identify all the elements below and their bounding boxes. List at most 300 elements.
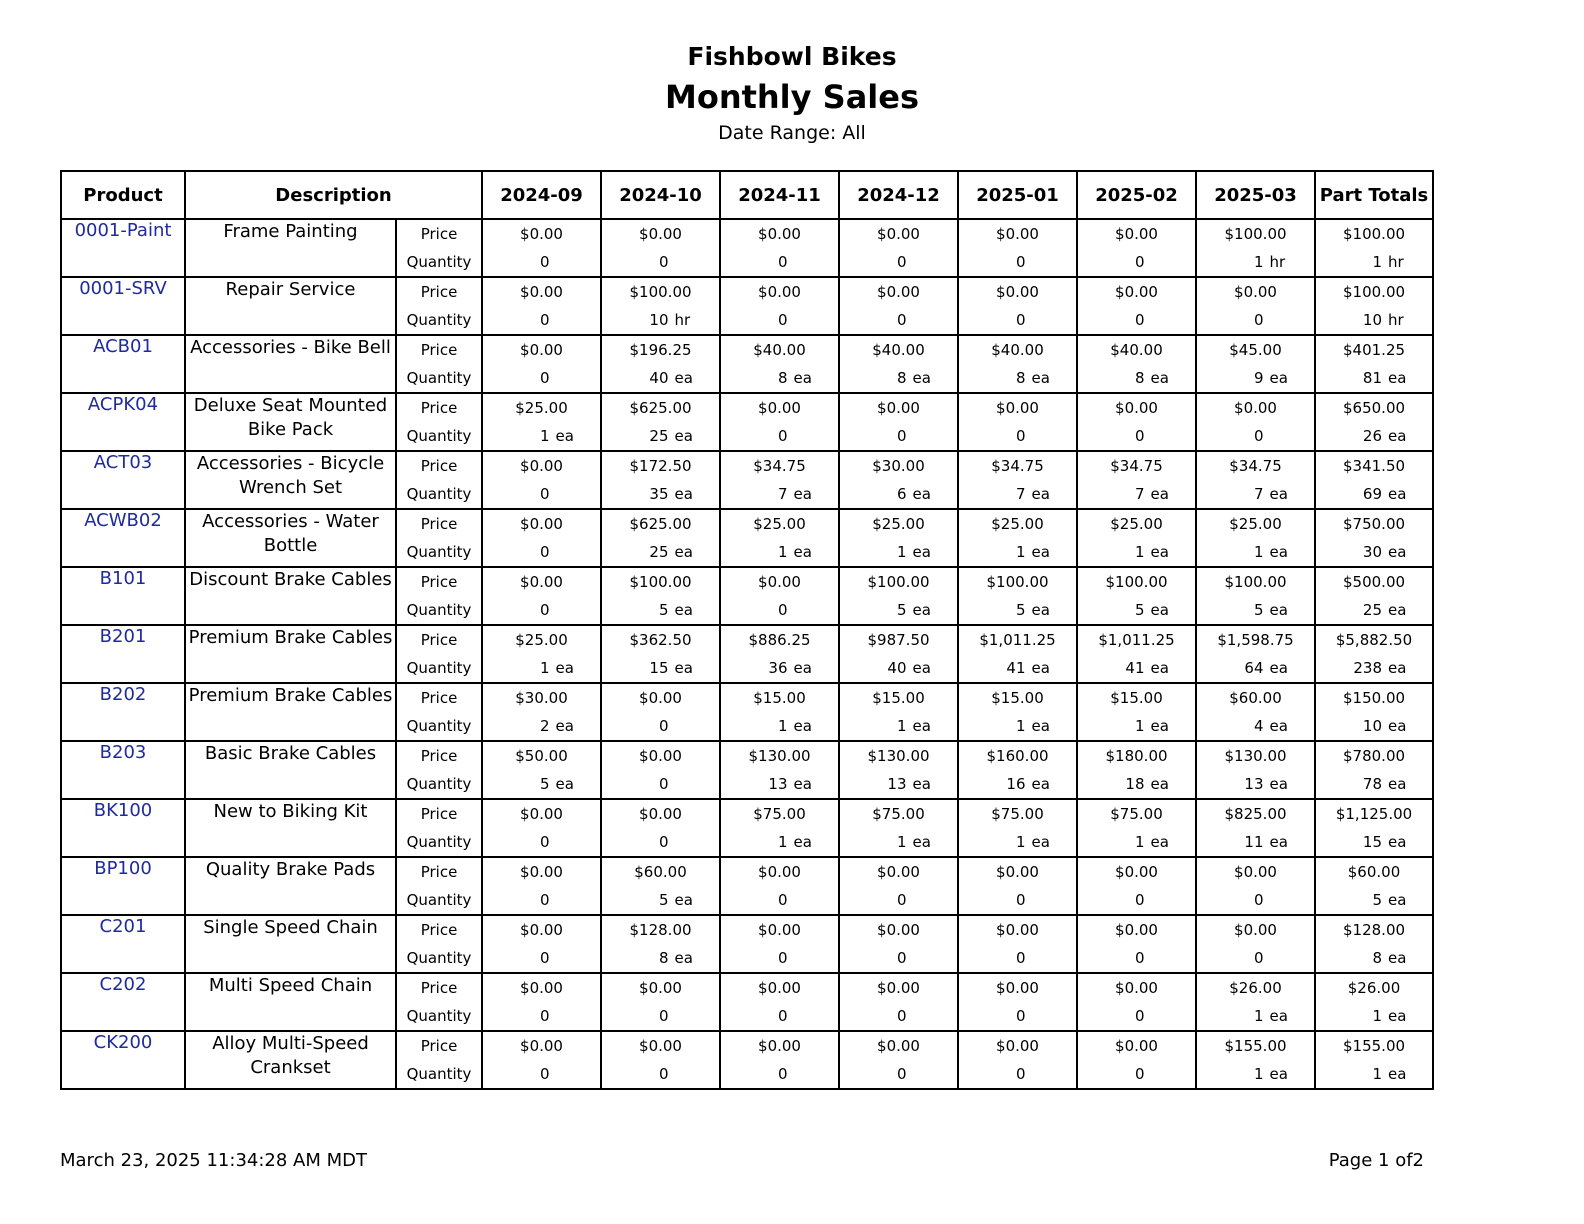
header-description: Description: [185, 171, 482, 219]
product-description: Alloy Multi-Speed Crankset: [185, 1031, 396, 1089]
price-cell: $0.00: [1077, 1031, 1196, 1060]
quantity-number: 1: [1015, 543, 1026, 561]
price-cell: $0.00: [839, 915, 958, 944]
quantity-number: 1: [777, 833, 788, 851]
quantity-unit: ea: [1269, 369, 1288, 387]
price-cell: $0.00: [958, 277, 1077, 306]
product-code-link[interactable]: ACB01: [61, 335, 185, 393]
quantity-unit: ea: [793, 543, 812, 561]
quantity-unit: ea: [1388, 717, 1407, 735]
report-timestamp: March 23, 2025 11:34:28 AM MDT: [60, 1150, 367, 1171]
quantity-value: [744, 369, 816, 387]
quantity-number: 1: [1372, 1007, 1383, 1025]
quantity-value: [1338, 601, 1410, 619]
quantity-number: 13: [768, 775, 788, 793]
quantity-value: [1338, 369, 1410, 387]
product-description: Multi Speed Chain: [185, 973, 396, 1031]
quantity-number: 15: [1362, 833, 1383, 851]
quantity-value: [1220, 1065, 1292, 1083]
quantity-cell: [839, 654, 958, 683]
product-code-link[interactable]: B201: [61, 625, 185, 683]
quantity-cell: [720, 364, 839, 393]
quantity-value: [1220, 1007, 1292, 1025]
quantity-number: 5: [539, 775, 550, 793]
quantity-value: [506, 311, 578, 329]
price-cell: $34.75: [958, 451, 1077, 480]
quantity-number: 69: [1362, 485, 1383, 503]
quantity-unit: ea: [1388, 427, 1407, 445]
quantity-unit: ea: [1031, 659, 1050, 677]
quantity-number: 64: [1244, 659, 1264, 677]
quantity-value: [744, 543, 816, 561]
quantity-number: 0: [539, 311, 550, 329]
sales-table: [60, 170, 1434, 1090]
quantity-value: [1338, 949, 1410, 967]
table-row: [61, 799, 1433, 828]
quantity-value: [625, 543, 697, 561]
quantity-number: 0: [1253, 427, 1264, 445]
price-total-cell: $750.00: [1315, 509, 1433, 538]
price-cell: $0.00: [482, 799, 601, 828]
quantity-value: [625, 949, 697, 967]
quantity-cell: [839, 480, 958, 509]
price-cell: $0.00: [482, 857, 601, 886]
quantity-unit: ea: [1388, 891, 1407, 909]
quantity-cell: [958, 248, 1077, 277]
quantity-unit: hr: [1269, 253, 1286, 271]
quantity-cell: [1077, 422, 1196, 451]
quantity-unit: ea: [912, 543, 931, 561]
product-description: Quality Brake Pads: [185, 857, 396, 915]
quantity-number: 0: [658, 1065, 669, 1083]
quantity-number: 36: [768, 659, 788, 677]
quantity-cell: [958, 886, 1077, 915]
table-row: [61, 567, 1433, 596]
price-label: Price: [396, 451, 482, 480]
quantity-unit: ea: [1388, 949, 1407, 967]
quantity-label: Quantity: [396, 306, 482, 335]
quantity-unit: ea: [1388, 485, 1407, 503]
quantity-cell: [601, 886, 720, 915]
quantity-value: [863, 601, 935, 619]
quantity-cell: [601, 248, 720, 277]
quantity-number: 8: [896, 369, 907, 387]
table-row: [61, 219, 1433, 248]
quantity-value: [982, 311, 1054, 329]
price-cell: $34.75: [1077, 451, 1196, 480]
quantity-number: 1: [1015, 717, 1026, 735]
quantity-unit: ea: [793, 717, 812, 735]
header-month: 2025-01: [958, 171, 1077, 219]
quantity-value: [625, 717, 697, 735]
quantity-value: [1220, 253, 1292, 271]
product-description: Deluxe Seat Mounted Bike Pack: [185, 393, 396, 451]
quantity-value: [1101, 1065, 1173, 1083]
quantity-value: [744, 1007, 816, 1025]
quantity-value: [863, 253, 935, 271]
price-cell: $0.00: [720, 915, 839, 944]
header-month: 2025-02: [1077, 171, 1196, 219]
price-label: Price: [396, 219, 482, 248]
header-month: 2024-10: [601, 171, 720, 219]
quantity-number: 7: [1015, 485, 1026, 503]
product-code-link[interactable]: 0001-Paint: [61, 219, 185, 277]
product-code-link[interactable]: BK100: [61, 799, 185, 857]
quantity-number: 1: [777, 543, 788, 561]
quantity-cell: [958, 712, 1077, 741]
quantity-unit: ea: [1031, 543, 1050, 561]
quantity-number: 9: [1253, 369, 1264, 387]
quantity-number: 0: [1134, 253, 1145, 271]
header-product: Product: [61, 171, 185, 219]
quantity-number: 10: [1362, 717, 1383, 735]
quantity-cell: [601, 306, 720, 335]
price-cell: $0.00: [958, 1031, 1077, 1060]
price-cell: $60.00: [601, 857, 720, 886]
product-code-link[interactable]: BP100: [61, 857, 185, 915]
price-cell: $0.00: [482, 451, 601, 480]
price-cell: $25.00: [1196, 509, 1315, 538]
quantity-value: [982, 543, 1054, 561]
quantity-number: 0: [658, 775, 669, 793]
quantity-cell: [1077, 306, 1196, 335]
quantity-value: [506, 1065, 578, 1083]
quantity-cell: [482, 828, 601, 857]
price-cell: $75.00: [720, 799, 839, 828]
quantity-cell: [1196, 1002, 1315, 1031]
quantity-cell: [720, 770, 839, 799]
price-cell: $0.00: [482, 567, 601, 596]
quantity-cell: [1196, 770, 1315, 799]
quantity-value: [982, 369, 1054, 387]
quantity-value: [1220, 717, 1292, 735]
table-row: [61, 1031, 1433, 1060]
quantity-value: [1101, 1007, 1173, 1025]
table-row: [61, 683, 1433, 712]
quantity-number: 0: [1015, 1007, 1026, 1025]
quantity-value: [982, 659, 1054, 677]
price-cell: $0.00: [720, 1031, 839, 1060]
quantity-cell: [1196, 306, 1315, 335]
quantity-number: 13: [1244, 775, 1264, 793]
quantity-label: Quantity: [396, 364, 482, 393]
quantity-cell: [839, 1002, 958, 1031]
product-code-link[interactable]: CK200: [61, 1031, 185, 1089]
quantity-cell: [720, 306, 839, 335]
price-cell: $0.00: [482, 277, 601, 306]
price-cell: $825.00: [1196, 799, 1315, 828]
quantity-cell: [482, 480, 601, 509]
quantity-cell: [1196, 712, 1315, 741]
quantity-number: 0: [1015, 949, 1026, 967]
quantity-cell: [720, 828, 839, 857]
quantity-cell: [839, 1060, 958, 1089]
quantity-value: [506, 1007, 578, 1025]
price-cell: $30.00: [839, 451, 958, 480]
quantity-unit: ea: [912, 833, 931, 851]
quantity-cell: [601, 1002, 720, 1031]
quantity-number: 238: [1353, 659, 1383, 677]
quantity-number: 15: [649, 659, 669, 677]
quantity-value: [1220, 543, 1292, 561]
quantity-unit: ea: [912, 775, 931, 793]
price-cell: $0.00: [958, 973, 1077, 1002]
quantity-unit: ea: [912, 369, 931, 387]
quantity-value: [1101, 659, 1173, 677]
header-month: 2024-12: [839, 171, 958, 219]
quantity-cell: [601, 364, 720, 393]
price-cell: $0.00: [1196, 857, 1315, 886]
quantity-number: 0: [896, 427, 907, 445]
table-row: [61, 973, 1433, 1002]
quantity-unit: ea: [1269, 1007, 1288, 1025]
quantity-number: 11: [1244, 833, 1264, 851]
price-cell: $100.00: [601, 277, 720, 306]
quantity-unit: ea: [555, 775, 574, 793]
quantity-value: [506, 543, 578, 561]
quantity-number: 1: [1372, 253, 1383, 271]
quantity-value: [863, 949, 935, 967]
quantity-value: [982, 775, 1054, 793]
quantity-label: Quantity: [396, 422, 482, 451]
quantity-number: 1: [1253, 1065, 1264, 1083]
quantity-unit: ea: [1031, 601, 1050, 619]
quantity-number: 0: [1134, 891, 1145, 909]
product-description: Basic Brake Cables: [185, 741, 396, 799]
quantity-number: 25: [649, 543, 669, 561]
quantity-number: 0: [539, 1007, 550, 1025]
price-cell: $45.00: [1196, 335, 1315, 364]
quantity-unit: ea: [793, 485, 812, 503]
quantity-unit: ea: [1269, 485, 1288, 503]
price-label: Price: [396, 683, 482, 712]
header-month: 2024-11: [720, 171, 839, 219]
price-label: Price: [396, 915, 482, 944]
price-cell: $25.00: [839, 509, 958, 538]
quantity-total-cell: [1315, 248, 1433, 277]
price-cell: $0.00: [1077, 857, 1196, 886]
price-cell: $0.00: [482, 973, 601, 1002]
price-cell: $0.00: [482, 1031, 601, 1060]
quantity-cell: [1196, 654, 1315, 683]
quantity-cell: [1077, 480, 1196, 509]
price-cell: $34.75: [1196, 451, 1315, 480]
price-cell: $0.00: [839, 857, 958, 886]
quantity-cell: [839, 596, 958, 625]
product-code-link[interactable]: B202: [61, 683, 185, 741]
table-row: [61, 857, 1433, 886]
quantity-number: 5: [1253, 601, 1264, 619]
quantity-value: [506, 949, 578, 967]
quantity-cell: [1077, 770, 1196, 799]
quantity-total-cell: [1315, 944, 1433, 973]
quantity-number: 1: [539, 659, 550, 677]
quantity-cell: [720, 596, 839, 625]
quantity-value: [1338, 543, 1410, 561]
product-description: New to Biking Kit: [185, 799, 396, 857]
product-code-link[interactable]: C202: [61, 973, 185, 1031]
product-code-link[interactable]: 0001-SRV: [61, 277, 185, 335]
quantity-number: 6: [896, 485, 907, 503]
quantity-cell: [958, 828, 1077, 857]
price-cell: $100.00: [1196, 219, 1315, 248]
quantity-value: [863, 543, 935, 561]
page-number: Page 1 of2: [1328, 1150, 1424, 1171]
quantity-value: [506, 891, 578, 909]
quantity-label: Quantity: [396, 770, 482, 799]
price-cell: $130.00: [720, 741, 839, 770]
table-row: [61, 741, 1433, 770]
price-cell: $100.00: [958, 567, 1077, 596]
product-code-link[interactable]: ACWB02: [61, 509, 185, 567]
quantity-value: [1220, 775, 1292, 793]
quantity-unit: ea: [1031, 833, 1050, 851]
product-code-link[interactable]: B203: [61, 741, 185, 799]
price-total-cell: $150.00: [1315, 683, 1433, 712]
quantity-unit: ea: [674, 485, 693, 503]
price-cell: $0.00: [601, 219, 720, 248]
price-cell: $50.00: [482, 741, 601, 770]
quantity-number: 0: [658, 1007, 669, 1025]
quantity-number: 0: [1015, 891, 1026, 909]
quantity-value: [982, 253, 1054, 271]
quantity-number: 0: [777, 1007, 788, 1025]
quantity-number: 0: [1134, 949, 1145, 967]
price-cell: $0.00: [1196, 277, 1315, 306]
quantity-number: 10: [649, 311, 669, 329]
quantity-cell: [839, 886, 958, 915]
quantity-label: Quantity: [396, 886, 482, 915]
quantity-cell: [482, 654, 601, 683]
quantity-value: [506, 775, 578, 793]
quantity-number: 7: [1134, 485, 1145, 503]
price-cell: $0.00: [601, 973, 720, 1002]
quantity-number: 5: [1372, 891, 1383, 909]
price-total-cell: $1,125.00: [1315, 799, 1433, 828]
price-cell: $0.00: [720, 277, 839, 306]
product-code-link[interactable]: ACPK04: [61, 393, 185, 451]
quantity-cell: [482, 712, 601, 741]
quantity-value: [625, 369, 697, 387]
quantity-value: [744, 311, 816, 329]
price-cell: $0.00: [958, 219, 1077, 248]
quantity-number: 4: [1253, 717, 1264, 735]
quantity-value: [1220, 427, 1292, 445]
product-code-link[interactable]: ACT03: [61, 451, 185, 509]
quantity-cell: [1196, 944, 1315, 973]
header-month: 2024-09: [482, 171, 601, 219]
quantity-cell: [1077, 596, 1196, 625]
quantity-unit: ea: [1150, 833, 1169, 851]
quantity-number: 0: [539, 949, 550, 967]
price-cell: $40.00: [958, 335, 1077, 364]
price-cell: $180.00: [1077, 741, 1196, 770]
price-cell: $40.00: [839, 335, 958, 364]
quantity-value: [982, 833, 1054, 851]
price-cell: $0.00: [601, 683, 720, 712]
price-cell: $987.50: [839, 625, 958, 654]
price-cell: $0.00: [1077, 393, 1196, 422]
quantity-value: [1338, 659, 1410, 677]
table-row: [61, 277, 1433, 306]
quantity-value: [625, 891, 697, 909]
price-total-cell: $128.00: [1315, 915, 1433, 944]
quantity-label: Quantity: [396, 538, 482, 567]
quantity-value: [1101, 485, 1173, 503]
table-row: [61, 335, 1433, 364]
quantity-cell: [482, 886, 601, 915]
quantity-cell: [958, 480, 1077, 509]
quantity-cell: [601, 422, 720, 451]
quantity-cell: [958, 364, 1077, 393]
quantity-unit: ea: [1150, 601, 1169, 619]
price-cell: $0.00: [720, 857, 839, 886]
quantity-cell: [601, 712, 720, 741]
quantity-number: 30: [1362, 543, 1383, 561]
quantity-total-cell: [1315, 712, 1433, 741]
price-cell: $0.00: [1196, 393, 1315, 422]
quantity-unit: ea: [1269, 833, 1288, 851]
quantity-total-cell: [1315, 422, 1433, 451]
quantity-unit: hr: [1388, 253, 1404, 271]
header-part-totals: Part Totals: [1315, 171, 1433, 219]
price-cell: $0.00: [839, 973, 958, 1002]
quantity-label: Quantity: [396, 1002, 482, 1031]
quantity-total-cell: [1315, 770, 1433, 799]
quantity-number: 0: [539, 543, 550, 561]
quantity-cell: [482, 248, 601, 277]
quantity-cell: [601, 596, 720, 625]
quantity-cell: [1196, 364, 1315, 393]
quantity-value: [863, 311, 935, 329]
product-description: Accessories - Bicycle Wrench Set: [185, 451, 396, 509]
price-cell: $25.00: [720, 509, 839, 538]
quantity-number: 0: [1015, 1065, 1026, 1083]
price-cell: $0.00: [720, 567, 839, 596]
quantity-value: [625, 659, 697, 677]
quantity-unit: ea: [555, 427, 574, 445]
quantity-value: [863, 775, 935, 793]
quantity-cell: [958, 1002, 1077, 1031]
quantity-value: [744, 949, 816, 967]
quantity-number: 0: [1015, 253, 1026, 271]
quantity-cell: [601, 538, 720, 567]
quantity-number: 1: [1253, 543, 1264, 561]
quantity-value: [1338, 775, 1410, 793]
quantity-unit: hr: [1388, 311, 1404, 329]
quantity-total-cell: [1315, 306, 1433, 335]
quantity-total-cell: [1315, 1060, 1433, 1089]
product-code-link[interactable]: B101: [61, 567, 185, 625]
product-description: Single Speed Chain: [185, 915, 396, 973]
quantity-cell: [839, 770, 958, 799]
quantity-number: 0: [896, 1007, 907, 1025]
price-total-cell: $500.00: [1315, 567, 1433, 596]
price-cell: $75.00: [839, 799, 958, 828]
quantity-number: 81: [1362, 369, 1383, 387]
quantity-number: 1: [1372, 1065, 1383, 1083]
quantity-number: 16: [1006, 775, 1026, 793]
quantity-value: [744, 427, 816, 445]
quantity-number: 0: [539, 601, 550, 619]
quantity-value: [744, 775, 816, 793]
quantity-cell: [1196, 828, 1315, 857]
quantity-cell: [1196, 422, 1315, 451]
quantity-value: [1101, 543, 1173, 561]
quantity-cell: [720, 944, 839, 973]
product-code-link[interactable]: C201: [61, 915, 185, 973]
quantity-cell: [482, 422, 601, 451]
